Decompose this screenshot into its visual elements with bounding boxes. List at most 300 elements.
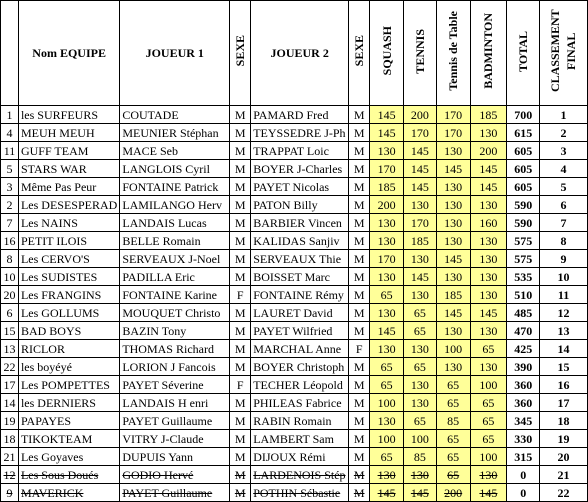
header-squash-cell[interactable] [370,1,404,106]
player1-sex-cell[interactable]: M [230,412,251,430]
squash-score-cell[interactable]: 100 [370,430,404,448]
table-row [1,376,588,394]
header-sexe2-label: SEXE [352,35,367,67]
rank-number-cell[interactable]: 4 [1,124,19,142]
player2-cell[interactable]: BOISSET Marc [251,268,349,286]
squash-score-cell[interactable]: 170 [370,160,404,178]
table-row [1,340,588,358]
total-score-cell[interactable]: 485 [507,304,540,322]
player2-cell[interactable]: BOYER J-Charles [251,160,349,178]
total-score-cell[interactable]: 510 [507,286,540,304]
rank-number-cell[interactable]: 11 [1,142,19,160]
final-ranking-cell[interactable]: 13 [540,322,588,340]
table-tennis-score-cell[interactable]: 130 [436,178,470,196]
badminton-score-cell[interactable]: 145 [470,304,507,322]
tennis-score-cell[interactable]: 100 [403,430,436,448]
squash-score-cell[interactable]: 130 [370,268,404,286]
tennis-score-cell[interactable]: 145 [403,268,436,286]
tennis-score-cell[interactable]: 130 [403,250,436,268]
player1-sex-cell[interactable]: M [230,322,251,340]
tennis-score-cell[interactable]: 130 [403,466,436,484]
player1-cell[interactable]: MOUQUET Christo [120,304,230,322]
player2-sex-cell[interactable]: M [349,232,370,250]
final-ranking-cell[interactable]: 17 [540,394,588,412]
total-score-cell[interactable]: 700 [507,106,540,124]
final-ranking-cell[interactable]: 12 [540,304,588,322]
table-tennis-score-cell[interactable]: 145 [436,250,470,268]
rank-number-cell[interactable]: 14 [1,394,19,412]
rank-number-cell[interactable]: 17 [1,376,19,394]
team-name-cell[interactable]: les DERNIERS [18,394,119,412]
player2-sex-cell[interactable]: M [349,106,370,124]
header-rank-cell[interactable] [1,1,19,106]
rank-number-cell[interactable]: 3 [1,178,19,196]
tennis-score-cell[interactable]: 65 [403,304,436,322]
squash-score-cell[interactable]: 130 [370,466,404,484]
player1-cell[interactable]: PAYET Séverine [120,376,230,394]
rank-number-cell[interactable]: 18 [1,430,19,448]
player2-sex-cell[interactable]: M [349,376,370,394]
team-name-cell[interactable]: Les FRANGINS [18,286,119,304]
player2-sex-cell[interactable]: M [349,214,370,232]
player1-sex-cell[interactable]: M [230,124,251,142]
squash-score-cell[interactable]: 145 [370,484,404,502]
table-tennis-score-cell[interactable]: 170 [436,124,470,142]
player2-cell[interactable]: PATON Billy [251,196,349,214]
badminton-score-cell[interactable]: 130 [470,268,507,286]
table-tennis-score-cell[interactable]: 65 [436,394,470,412]
player1-sex-cell[interactable]: M [230,196,251,214]
rank-number-cell[interactable]: 15 [1,322,19,340]
squash-score-cell[interactable]: 65 [370,358,404,376]
team-name-cell[interactable]: PAPAYES [18,412,119,430]
tennis-score-cell[interactable]: 85 [403,448,436,466]
player2-sex-cell[interactable]: M [349,250,370,268]
player1-sex-cell[interactable]: M [230,268,251,286]
table-tennis-score-cell[interactable]: 130 [436,358,470,376]
total-score-cell[interactable]: 425 [507,340,540,358]
table-tennis-score-cell[interactable]: 170 [436,106,470,124]
badminton-score-cell[interactable]: 200 [470,142,507,160]
header-joueur2-cell[interactable] [251,1,349,106]
header-sexe2-cell[interactable] [349,1,370,106]
player1-cell[interactable]: LORION J Fancois [120,358,230,376]
team-name-cell[interactable]: Les Goyaves [18,448,119,466]
table-row [1,232,588,250]
table-row [1,142,588,160]
table-tennis-score-cell[interactable]: 130 [436,214,470,232]
player1-sex-cell[interactable]: M [230,178,251,196]
player1-sex-cell[interactable]: M [230,142,251,160]
total-score-cell[interactable]: 360 [507,376,540,394]
squash-score-cell[interactable]: 65 [370,286,404,304]
total-score-cell[interactable]: 0 [507,466,540,484]
final-ranking-cell[interactable]: 22 [540,484,588,502]
header-sexe1-cell[interactable] [230,1,251,106]
total-score-cell[interactable]: 605 [507,160,540,178]
rank-number-cell[interactable]: 22 [1,358,19,376]
squash-score-cell[interactable]: 145 [370,322,404,340]
player1-sex-cell[interactable]: M [230,106,251,124]
squash-score-cell[interactable]: 130 [370,304,404,322]
table-tennis-score-cell[interactable]: 65 [436,430,470,448]
player2-sex-cell[interactable]: M [349,322,370,340]
header-badminton-label: BADMINTON [481,13,496,89]
tennis-score-cell[interactable]: 145 [403,142,436,160]
player1-sex-cell[interactable]: F [230,376,251,394]
player2-cell[interactable]: KALIDAS Sanjiv [251,232,349,250]
player1-sex-cell[interactable]: F [230,286,251,304]
team-name-cell[interactable]: Les Sous Doués [18,466,119,484]
player1-cell[interactable]: LANDAIS H enri [120,394,230,412]
final-ranking-cell[interactable]: 5 [540,178,588,196]
table-tennis-score-cell[interactable]: 65 [436,448,470,466]
total-score-cell[interactable]: 535 [507,268,540,286]
badminton-score-cell[interactable]: 65 [470,394,507,412]
player2-cell[interactable]: PAMARD Fred [251,106,349,124]
player2-sex-cell[interactable]: M [349,358,370,376]
player1-cell[interactable]: GODIO Hervé [120,466,230,484]
player1-cell[interactable]: PAYET Guillaume [120,412,230,430]
player2-cell[interactable]: POTHIN Sébastie [251,484,349,502]
team-name-cell[interactable]: MEUH MEUH [18,124,119,142]
table-tennis-score-cell[interactable]: 185 [436,286,470,304]
player2-sex-cell[interactable]: M [349,142,370,160]
team-name-cell[interactable]: BAD BOYS [18,322,119,340]
table-row [1,412,588,430]
final-ranking-cell[interactable]: 15 [540,358,588,376]
final-ranking-cell[interactable]: 4 [540,160,588,178]
player2-sex-cell[interactable]: M [349,268,370,286]
squash-score-cell[interactable]: 200 [370,196,404,214]
badminton-score-cell[interactable]: 130 [470,196,507,214]
tennis-score-cell[interactable]: 145 [403,178,436,196]
tennis-score-cell[interactable]: 185 [403,232,436,250]
final-ranking-cell[interactable]: 16 [540,376,588,394]
table-tennis-score-cell[interactable]: 130 [436,142,470,160]
total-score-cell[interactable]: 390 [507,358,540,376]
total-score-cell[interactable]: 615 [507,124,540,142]
rank-number-cell[interactable]: 16 [1,232,19,250]
player2-cell[interactable]: PAYET Nicolas [251,178,349,196]
tennis-score-cell[interactable]: 130 [403,394,436,412]
rank-number-cell[interactable]: 21 [1,448,19,466]
player1-sex-cell[interactable]: M [230,250,251,268]
final-ranking-cell[interactable]: 19 [540,430,588,448]
squash-score-cell[interactable]: 130 [370,142,404,160]
badminton-score-cell[interactable]: 130 [470,358,507,376]
badminton-score-cell[interactable]: 160 [470,214,507,232]
player2-sex-cell[interactable]: F [349,340,370,358]
player2-sex-cell[interactable]: M [349,178,370,196]
rank-number-cell[interactable]: 7 [1,214,19,232]
squash-score-cell[interactable]: 130 [370,412,404,430]
player2-sex-cell[interactable]: M [349,412,370,430]
rank-number-cell[interactable]: 8 [1,250,19,268]
rank-number-cell[interactable]: 1 [1,106,19,124]
player1-cell[interactable]: PAYET Guillaume [120,484,230,502]
team-name-cell[interactable]: Les GOLLUMS [18,304,119,322]
badminton-score-cell[interactable]: 130 [470,322,507,340]
player2-sex-cell[interactable]: M [349,304,370,322]
player2-sex-cell[interactable]: M [349,466,370,484]
player1-cell[interactable]: PADILLA Eric [120,268,230,286]
total-score-cell[interactable]: 345 [507,412,540,430]
header-classement-label: CLASSEMENT FINAL [547,9,578,93]
table-tennis-score-cell[interactable]: 145 [436,304,470,322]
player1-cell[interactable]: LANGLOIS Cyril [120,160,230,178]
player2-cell[interactable]: FONTAINE Rémy [251,286,349,304]
badminton-score-cell[interactable]: 100 [470,376,507,394]
team-name-cell[interactable]: Les NAINS [18,214,119,232]
badminton-score-cell[interactable]: 100 [470,448,507,466]
total-score-cell[interactable]: 330 [507,430,540,448]
final-ranking-cell[interactable]: 3 [540,142,588,160]
squash-score-cell[interactable]: 130 [370,340,404,358]
tennis-score-cell[interactable]: 145 [403,484,436,502]
final-ranking-cell[interactable]: 18 [540,412,588,430]
header-total-cell[interactable] [507,1,540,106]
final-ranking-cell[interactable]: 6 [540,196,588,214]
badminton-score-cell[interactable]: 65 [470,412,507,430]
player2-cell[interactable]: BARBIER Vincen [251,214,349,232]
player2-sex-cell[interactable]: M [349,430,370,448]
rank-number-cell[interactable]: 20 [1,286,19,304]
player2-cell[interactable]: LAMBERT Sam [251,430,349,448]
table-row [1,178,588,196]
player2-cell[interactable]: MARCHAL Anne [251,340,349,358]
header-squash-label: SQUASH [379,26,394,76]
final-ranking-cell[interactable]: 1 [540,106,588,124]
header-badminton-cell[interactable] [470,1,507,106]
player1-cell[interactable]: SERVEAUX J-Noel [120,250,230,268]
table-tennis-score-cell[interactable]: 130 [436,232,470,250]
tennis-score-cell[interactable]: 170 [403,124,436,142]
header-row [1,1,588,106]
table-tennis-score-cell[interactable]: 85 [436,412,470,430]
table-row [1,250,588,268]
team-name-cell[interactable]: RICLOR [18,340,119,358]
team-name-cell[interactable]: MAVERICK [18,484,119,502]
team-name-cell[interactable]: les SURFEURS [18,106,119,124]
rank-number-cell[interactable]: 19 [1,412,19,430]
player1-sex-cell[interactable]: M [230,232,251,250]
badminton-score-cell[interactable]: 130 [470,466,507,484]
player1-cell[interactable]: FONTAINE Karine [120,286,230,304]
player1-cell[interactable]: LAMILANGO Herv [120,196,230,214]
player1-cell[interactable]: THOMAS Richard [120,340,230,358]
tennis-score-cell[interactable]: 170 [403,214,436,232]
header-total-label: TOTAL [516,30,531,72]
final-ranking-cell[interactable]: 8 [540,232,588,250]
team-name-cell[interactable]: Les POMPETTES [18,376,119,394]
player1-sex-cell[interactable]: M [230,214,251,232]
table-tennis-score-cell[interactable]: 65 [436,376,470,394]
player1-sex-cell[interactable]: M [230,160,251,178]
header-equipe-cell[interactable] [18,1,119,106]
final-ranking-cell[interactable]: 11 [540,286,588,304]
tennis-score-cell[interactable]: 130 [403,286,436,304]
squash-score-cell[interactable]: 65 [370,448,404,466]
badminton-score-cell[interactable]: 145 [470,160,507,178]
badminton-score-cell[interactable]: 130 [470,232,507,250]
tennis-score-cell[interactable]: 65 [403,322,436,340]
final-ranking-cell[interactable]: 14 [540,340,588,358]
player2-sex-cell[interactable]: M [349,286,370,304]
tennis-score-cell[interactable]: 65 [403,358,436,376]
player2-cell[interactable]: TECHER Léopold [251,376,349,394]
rank-number-cell[interactable]: 12 [1,466,19,484]
header-tennis-cell[interactable] [403,1,436,106]
player2-sex-cell[interactable]: M [349,394,370,412]
squash-score-cell[interactable]: 65 [370,376,404,394]
squash-score-cell[interactable]: 130 [370,214,404,232]
player1-cell[interactable]: LANDAIS Lucas [120,214,230,232]
rank-number-cell[interactable]: 2 [1,196,19,214]
badminton-score-cell[interactable]: 130 [470,124,507,142]
table-tennis-score-cell[interactable]: 130 [436,268,470,286]
table-tennis-score-cell[interactable]: 200 [436,484,470,502]
rank-number-cell[interactable]: 13 [1,340,19,358]
final-ranking-cell[interactable]: 9 [540,250,588,268]
player1-sex-cell[interactable]: M [230,484,251,502]
squash-score-cell[interactable]: 170 [370,250,404,268]
team-name-cell[interactable]: PETIT ILOIS [18,232,119,250]
badminton-score-cell[interactable]: 65 [470,430,507,448]
header-tennis-label: TENNIS [412,28,427,74]
player2-cell[interactable]: DIJOUX Rémi [251,448,349,466]
player2-cell[interactable]: RABIN Romain [251,412,349,430]
total-score-cell[interactable]: 315 [507,448,540,466]
squash-score-cell[interactable]: 145 [370,106,404,124]
header-sexe1-label: SEXE [233,35,248,67]
total-score-cell[interactable]: 360 [507,394,540,412]
player1-sex-cell[interactable]: M [230,430,251,448]
player2-cell[interactable]: PHILEAS Fabrice [251,394,349,412]
badminton-score-cell[interactable]: 130 [470,250,507,268]
badminton-score-cell[interactable]: 130 [470,286,507,304]
total-score-cell[interactable]: 590 [507,214,540,232]
team-name-cell[interactable]: Les CERVO'S [18,250,119,268]
total-score-cell[interactable]: 605 [507,178,540,196]
total-score-cell[interactable]: 590 [507,196,540,214]
squash-score-cell[interactable]: 100 [370,394,404,412]
table-tennis-score-cell[interactable]: 130 [436,196,470,214]
total-score-cell[interactable]: 575 [507,232,540,250]
player2-sex-cell[interactable]: M [349,124,370,142]
player2-sex-cell[interactable]: M [349,448,370,466]
player1-cell[interactable]: BELLE Romain [120,232,230,250]
final-ranking-cell[interactable]: 7 [540,214,588,232]
team-name-cell[interactable]: STARS WAR [18,160,119,178]
final-ranking-cell[interactable]: 2 [540,124,588,142]
player1-sex-cell[interactable]: M [230,466,251,484]
player1-cell[interactable]: VITRY J-Claude [120,430,230,448]
squash-score-cell[interactable]: 185 [370,178,404,196]
player1-cell[interactable]: MEUNIER Stéphan [120,124,230,142]
badminton-score-cell[interactable]: 145 [470,178,507,196]
table-row [1,322,588,340]
player1-cell[interactable]: COUTADE [120,106,230,124]
team-name-cell[interactable]: TIKOKTEAM [18,430,119,448]
squash-score-cell[interactable]: 145 [370,124,404,142]
badminton-score-cell[interactable]: 145 [470,484,507,502]
header-tennis-table-cell[interactable] [436,1,470,106]
badminton-score-cell[interactable]: 185 [470,106,507,124]
rank-number-cell[interactable]: 10 [1,268,19,286]
player1-sex-cell[interactable]: M [230,340,251,358]
player2-cell[interactable]: TRAPPAT Loic [251,142,349,160]
team-name-cell[interactable]: les boyéyé [18,358,119,376]
player2-sex-cell[interactable]: M [349,160,370,178]
rank-number-cell[interactable]: 9 [1,484,19,502]
player2-sex-cell[interactable]: M [349,196,370,214]
tennis-score-cell[interactable]: 65 [403,412,436,430]
total-score-cell[interactable]: 605 [507,142,540,160]
final-ranking-cell[interactable]: 21 [540,466,588,484]
team-name-cell[interactable]: Les SUDISTES [18,268,119,286]
table-row [1,394,588,412]
header-joueur2-label: JOUEUR 2 [270,46,329,60]
player1-sex-cell[interactable]: M [230,304,251,322]
tennis-score-cell[interactable]: 130 [403,376,436,394]
table-tennis-score-cell[interactable]: 100 [436,340,470,358]
tennis-score-cell[interactable]: 145 [403,160,436,178]
table-row [1,448,588,466]
total-score-cell[interactable]: 0 [507,484,540,502]
header-tennis-table-label: Tennis de Table [446,11,461,91]
player2-cell[interactable]: PAYET Wilfried [251,322,349,340]
final-ranking-cell[interactable]: 20 [540,448,588,466]
header-classement-cell[interactable] [540,1,588,106]
player1-sex-cell[interactable]: M [230,448,251,466]
player1-cell[interactable]: MACE Seb [120,142,230,160]
player1-cell[interactable]: DUPUIS Yann [120,448,230,466]
header-joueur1-label: JOUEUR 1 [145,46,204,60]
tennis-score-cell[interactable]: 200 [403,106,436,124]
player2-cell[interactable]: TEYSSEDRE J-Ph [251,124,349,142]
header-joueur1-cell[interactable] [120,1,230,106]
team-name-cell[interactable]: Même Pas Peur [18,178,119,196]
squash-score-cell[interactable]: 130 [370,232,404,250]
player1-cell[interactable]: BAZIN Tony [120,322,230,340]
total-score-cell[interactable]: 575 [507,250,540,268]
table-row [1,430,588,448]
player2-cell[interactable]: BOYER Christoph [251,358,349,376]
player1-sex-cell[interactable]: M [230,394,251,412]
team-name-cell[interactable]: Les DESESPERAD [18,196,119,214]
tennis-score-cell[interactable]: 130 [403,340,436,358]
table-tennis-score-cell[interactable]: 65 [436,466,470,484]
badminton-score-cell[interactable]: 65 [470,340,507,358]
tennis-score-cell[interactable]: 130 [403,196,436,214]
total-score-cell[interactable]: 470 [507,322,540,340]
player1-sex-cell[interactable]: M [230,358,251,376]
player2-cell[interactable]: LARDENOIS Stép [251,466,349,484]
final-ranking-cell[interactable]: 10 [540,268,588,286]
player2-sex-cell[interactable]: M [349,484,370,502]
rank-number-cell[interactable]: 5 [1,160,19,178]
rank-number-cell[interactable]: 6 [1,304,19,322]
player2-cell[interactable]: LAURET David [251,304,349,322]
table-row [1,214,588,232]
player1-cell[interactable]: FONTAINE Patrick [120,178,230,196]
table-tennis-score-cell[interactable]: 130 [436,322,470,340]
player2-cell[interactable]: SERVEAUX Thie [251,250,349,268]
team-name-cell[interactable]: GUFF TEAM [18,142,119,160]
table-row [1,484,588,502]
table-tennis-score-cell[interactable]: 145 [436,160,470,178]
